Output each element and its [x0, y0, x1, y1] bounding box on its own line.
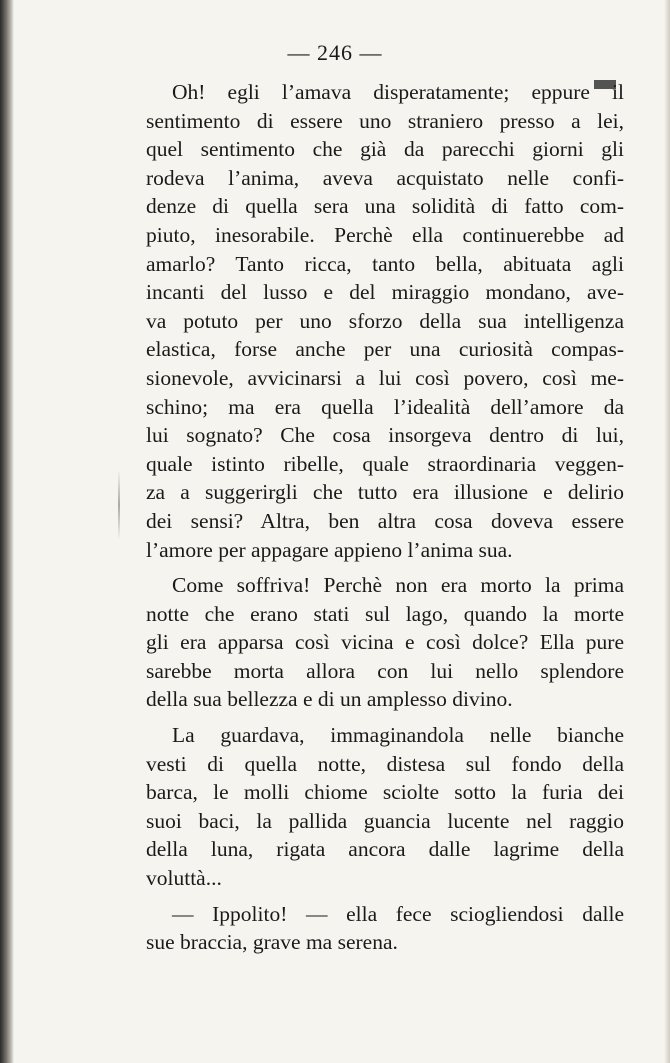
margin-mark	[118, 470, 120, 540]
text-line: elastica, forse anche per una curiosità compas-	[146, 337, 624, 362]
text-line: suoi baci, la pallida guancia lucente nel raggio	[146, 808, 624, 833]
text-line: dei sensi? Altra, ben altra cosa doveva essere	[146, 508, 624, 533]
text-line: piuto, inesorabile. Perchè ella continuerebbe ad	[146, 222, 624, 247]
text-line: della luna, rigata ancora dalle lagrime della	[146, 837, 624, 862]
text-line: La guardava, immaginandola nelle bianche	[172, 723, 624, 748]
text-line: rodeva l’anima, aveva acquistato nelle confi-	[146, 165, 624, 190]
text-line: va potuto per uno sforzo della sua intelligenza	[146, 308, 624, 333]
text-line: sarebbe morta allora con lui nello splendore	[146, 658, 624, 683]
page-number: — 246 —	[287, 40, 383, 65]
binding-shadow	[0, 0, 14, 1063]
text-line: sionevole, avvicinarsi a lui così povero, così me-	[146, 365, 624, 390]
text-line: Oh! egli l’amava disperatamente; eppure il	[172, 80, 624, 104]
text-line: quel sentimento che già da parecchi giorni gli	[146, 137, 624, 162]
text-line: lui sognato? Che cosa insorgeva dentro di lui,	[146, 423, 624, 448]
text-line: sue braccia, grave ma serena.	[146, 930, 398, 955]
text-line: Come soffriva! Perchè non era morto la prima	[172, 573, 624, 598]
body-text	[146, 78, 624, 964]
text-line: notte che erano stati sul lago, quando la morte	[146, 601, 624, 626]
text-line: amarlo? Tanto ricca, tanto bella, abituata agli	[146, 251, 624, 276]
text-line: schino; ma era quella l’idealità dell’amore da	[146, 394, 624, 419]
text-line: voluttà...	[146, 866, 222, 891]
text-line: incanti del lusso e del miraggio mondano, ave-	[146, 280, 624, 305]
text-line: vesti di quella notte, distesa sul fondo della	[146, 751, 624, 776]
text-line: — Ippolito! — ella fece sciogliendosi dalle	[172, 901, 624, 926]
text-line: gli era apparsa così vicina e così dolce? Ella pure	[146, 630, 624, 655]
text-line: della sua bellezza e di un amplesso divino.	[146, 687, 513, 712]
text-line: sentimento di essere uno straniero presso a lei,	[146, 108, 624, 133]
paragraph	[146, 571, 624, 714]
text-line: za a suggerirgli che tutto era illusione e delirio	[146, 480, 624, 505]
paragraph	[146, 900, 624, 957]
text-line: barca, le molli chiome sciolte sotto la furia dei	[146, 780, 624, 805]
text-line: l’amore per appagare appieno l’anima sua.	[146, 537, 513, 562]
text-line: quale istinto ribelle, quale straordinaria veggen-	[146, 451, 624, 476]
paragraph	[146, 721, 624, 893]
paragraph	[146, 78, 624, 564]
text-line: denze di quella sera una solidità di fatto com-	[146, 194, 624, 219]
page-edge-shadow	[664, 0, 670, 1063]
